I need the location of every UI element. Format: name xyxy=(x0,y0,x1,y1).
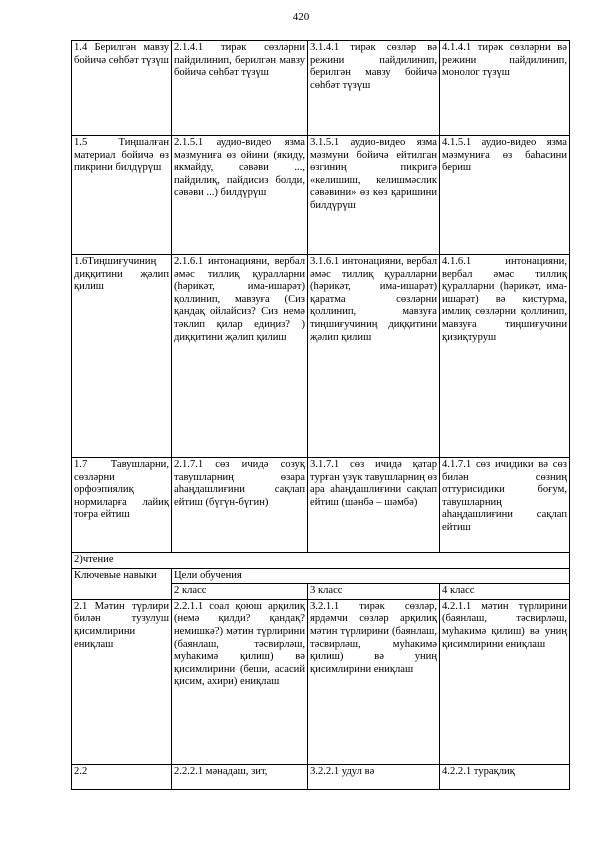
table-row xyxy=(72,458,570,553)
grade2-goal-cell: 2.2.1.1 соал қоюш арқилиқ (немә қилди? қандақ? немишкә?) мәтин түрлирини (баянлаш, тәсвирләш, муһакимә қилиш) вә қисимлирини (беши, асасий қисим, ахири) ениқлаш xyxy=(172,599,308,764)
grade2-goal-cell: 2.1.5.1 аудио-видео язма мәзмуниға өз ойини (якиду, якмайду, сәвәви ..., пайдилиқ, пайдисиз болди, сәвәви ...) билдүрүш xyxy=(172,136,308,255)
key-skills-header: Ключевые навыки xyxy=(72,568,172,599)
section-title: 2)чтение xyxy=(72,553,570,569)
page-number: 420 xyxy=(292,11,310,23)
grade2-goal-cell: 2.1.6.1 интонацияни, вербал әмәс тиллиқ қуралларни (һәрикәт, има-ишарәт) қоллинип, мавзуға (Сиз қандақ ойлайсиз? Сиз немә тәклип қилар едиңиз? ) диққитини җәлип қилиш xyxy=(172,255,308,458)
grade4-goal-cell: 4.1.4.1 тирәк сөзләрни вә режини пайдилинип, монолог түзүш xyxy=(440,41,570,136)
grade3-goal-cell: 3.1.6.1 интонацияни, вербал әмәс тиллиқ қуралларни (һәрикәт, има-ишарәт) қаратма сөзләрни қоллинип, мавзуға тиңшиғучиниң диққитини җәлип қилиш xyxy=(308,255,440,458)
curriculum-table xyxy=(71,40,570,790)
goals-header: Цели обучения xyxy=(172,568,570,584)
table-row xyxy=(72,136,570,255)
table-row xyxy=(72,599,570,764)
grade2-goal-cell: 2.1.7.1 сөз ичидә созуқ тавушларниң өзара аһаңдашлиғини сақлап ейтиш (бүгүн-бүгин) xyxy=(172,458,308,553)
skill-cell: 2.2 xyxy=(72,764,172,789)
header-row xyxy=(72,568,570,584)
skill-cell: 1.5 Тиңшалған материал бойичә өз пикрини билдүрүш xyxy=(72,136,172,255)
grade3-goal-cell: 3.1.4.1 тирәк сөзләр вә режини пайдилинип, берилгән мавзу бойичә сөһбәт түзүш xyxy=(308,41,440,136)
grade4-header: 4 класс xyxy=(440,584,570,600)
skill-cell: 2.1 Мәтин түрлири билән тузулуш қисимлирини ениқлаш xyxy=(72,599,172,764)
grade4-goal-cell: 4.2.1.1 мәтин түрлирини (баянлаш, тәсвирләш, муһакимә қилиш) вә униң қисимлирини ениқлаш xyxy=(440,599,570,764)
grade2-header: 2 класс xyxy=(172,584,308,600)
skill-cell: 1.7 Тавушларни, сөзләрни орфоэпиялиқ нормиларға лайиқ тоғра ейтиш xyxy=(72,458,172,553)
grade3-header: 3 класс xyxy=(308,584,440,600)
grade3-goal-cell: 3.1.5.1 аудио-видео язма мәзмуни бойичә ейтилган өзгиниң пикригә «келишиш, келишмәслик сәвәвини» өз көз қаришини билдүрүш xyxy=(308,136,440,255)
grade2-goal-cell: 2.1.4.1 тирәк сөзләрни пайдилинип, берилгән мавзу бойичә сөһбәт түзүш xyxy=(172,41,308,136)
table-row xyxy=(72,255,570,458)
grade4-goal-cell: 4.1.5.1 аудио-видео язма мәзмуниға өз баһасини бериш xyxy=(440,136,570,255)
grade3-goal-cell: 3.2.1.1 тирәк сөзләр, ярдәмчи сөзләр арқилиқ мәтин түрлирини (баянлаш, тәсвирләш, муһакимә қилиш) вә униң қисимлирини ениқлаш xyxy=(308,599,440,764)
section-row xyxy=(72,553,570,569)
grade3-goal-cell: 3.1.7.1 сөз ичидә қатар турған үзүк тавушларниң өз ара аһаңдашлиғини сақлап ейтиш (шәнбә – шәмбә) xyxy=(308,458,440,553)
grade4-goal-cell: 4.2.2.1 турақлиқ xyxy=(440,764,570,789)
table-row xyxy=(72,764,570,789)
table-row xyxy=(72,41,570,136)
grade2-goal-cell: 2.2.2.1 мәнадаш, зит, xyxy=(172,764,308,789)
skill-cell: 1.4 Берилгән мавзу бойичә сөһбәт түзүш xyxy=(72,41,172,136)
skill-cell: 1.6Тиңшиғучиниң диққитини җәлип қилиш xyxy=(72,255,172,458)
grade3-goal-cell: 3.2.2.1 удул вә xyxy=(308,764,440,789)
grade4-goal-cell: 4.1.7.1 сөз ичидики вә сөз билән сөзниң оттурисидики боғум, тавушларниң аһаңдашлиғини сақлап ейтиш xyxy=(440,458,570,553)
grade4-goal-cell: 4.1.6.1 интонацияни, вербал әмәс тиллиқ қуралларни (һәрикәт, има-ишарәт) вә кистурма, имлиқ сөзләрни қоллинип, мавзуға тиңшиғучини қизиқтуруш xyxy=(440,255,570,458)
